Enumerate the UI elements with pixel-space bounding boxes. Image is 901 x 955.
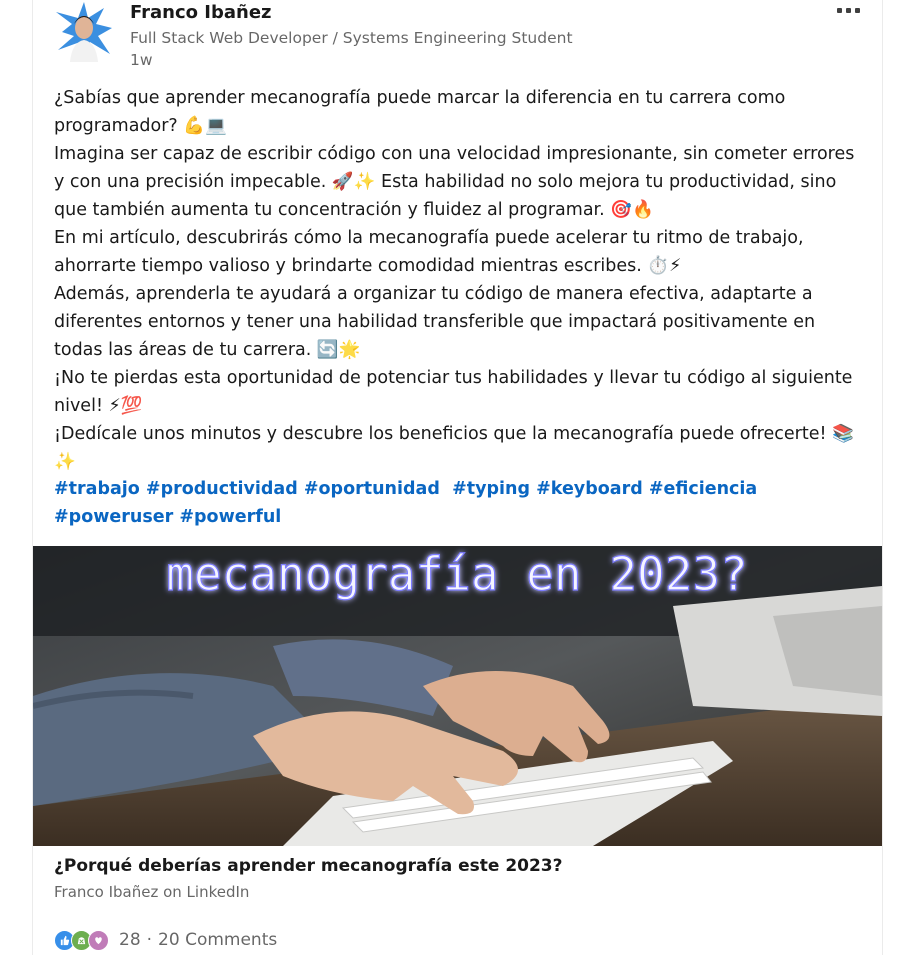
count-separator: ·	[146, 930, 153, 950]
more-options-button[interactable]	[831, 0, 865, 20]
hashtag-link[interactable]: #keyboard	[536, 479, 643, 499]
comments-count-link[interactable]: 20 Comments	[158, 930, 278, 950]
hashtag-link[interactable]: #trabajo	[54, 479, 140, 499]
more-horizontal-icon	[855, 8, 860, 13]
reaction-icons[interactable]	[54, 930, 105, 951]
post-paragraph: Imagina ser capaz de escribir código con una velocidad impresionante, sin cometer errores y con una precisión impecable. 🚀✨ Esta habilidad no solo mejora tu productividad, sino que también aumenta tu concentración y fluidez al programar. 🎯🔥	[54, 144, 855, 220]
author-name[interactable]: Franco Ibañez	[130, 2, 272, 23]
post-paragraph: Además, aprenderla te ayudará a organizar tu código de manera efectiva, adaptarte a diferentes entornos y tener una habilidad transferible que impactará positivamente en todas las áreas de tu carrera. 🔄🌟	[54, 284, 816, 360]
post-paragraph: ¿Sabías que aprender mecanografía puede marcar la diferencia en tu carrera como programador? 💪💻	[54, 88, 786, 136]
social-counts	[54, 927, 277, 953]
hashtag-link[interactable]: #oportunidad	[303, 479, 440, 499]
feed-post	[32, 0, 883, 955]
hashtag-link[interactable]: #productividad	[145, 479, 298, 499]
post-timestamp: 1w	[130, 51, 153, 69]
article-preview-image[interactable]	[33, 546, 882, 846]
post-paragraph: ¡No te pierdas esta oportunidad de potenciar tus habilidades y llevar tu código al siguiente nivel! ⚡💯	[54, 368, 853, 416]
support-reaction-icon	[88, 930, 109, 951]
author-avatar[interactable]	[54, 2, 114, 62]
post-paragraph: En mi artículo, descubrirás cómo la mecanografía puede acelerar tu ritmo de trabajo, ahorrarte tiempo valioso y brindarte comodidad mientras escribes. ⏱️⚡	[54, 228, 804, 276]
hashtag-link[interactable]: #eficiencia	[648, 479, 758, 499]
more-horizontal-icon	[846, 8, 851, 13]
reaction-count[interactable]: 28	[119, 930, 141, 950]
more-horizontal-icon	[837, 8, 842, 13]
post-text	[54, 84, 862, 476]
article-image-caption: mecanografía en 2023?	[166, 547, 748, 601]
article-title-link[interactable]: ¿Porqué deberías aprender mecanografía este 2023?	[54, 856, 563, 876]
author-headline: Full Stack Web Developer / Systems Engineering Student	[130, 29, 573, 47]
hashtag-list	[54, 475, 862, 531]
hashtag-link[interactable]: #typing	[452, 479, 531, 499]
post-paragraph: ¡Dedícale unos minutos y descubre los beneficios que la mecanografía puede ofrecerte! 📚✨	[54, 424, 854, 472]
hashtag-link[interactable]: #poweruser	[54, 507, 174, 527]
hashtag-link[interactable]: #powerful	[179, 507, 282, 527]
article-source: Franco Ibañez on LinkedIn	[54, 883, 250, 901]
